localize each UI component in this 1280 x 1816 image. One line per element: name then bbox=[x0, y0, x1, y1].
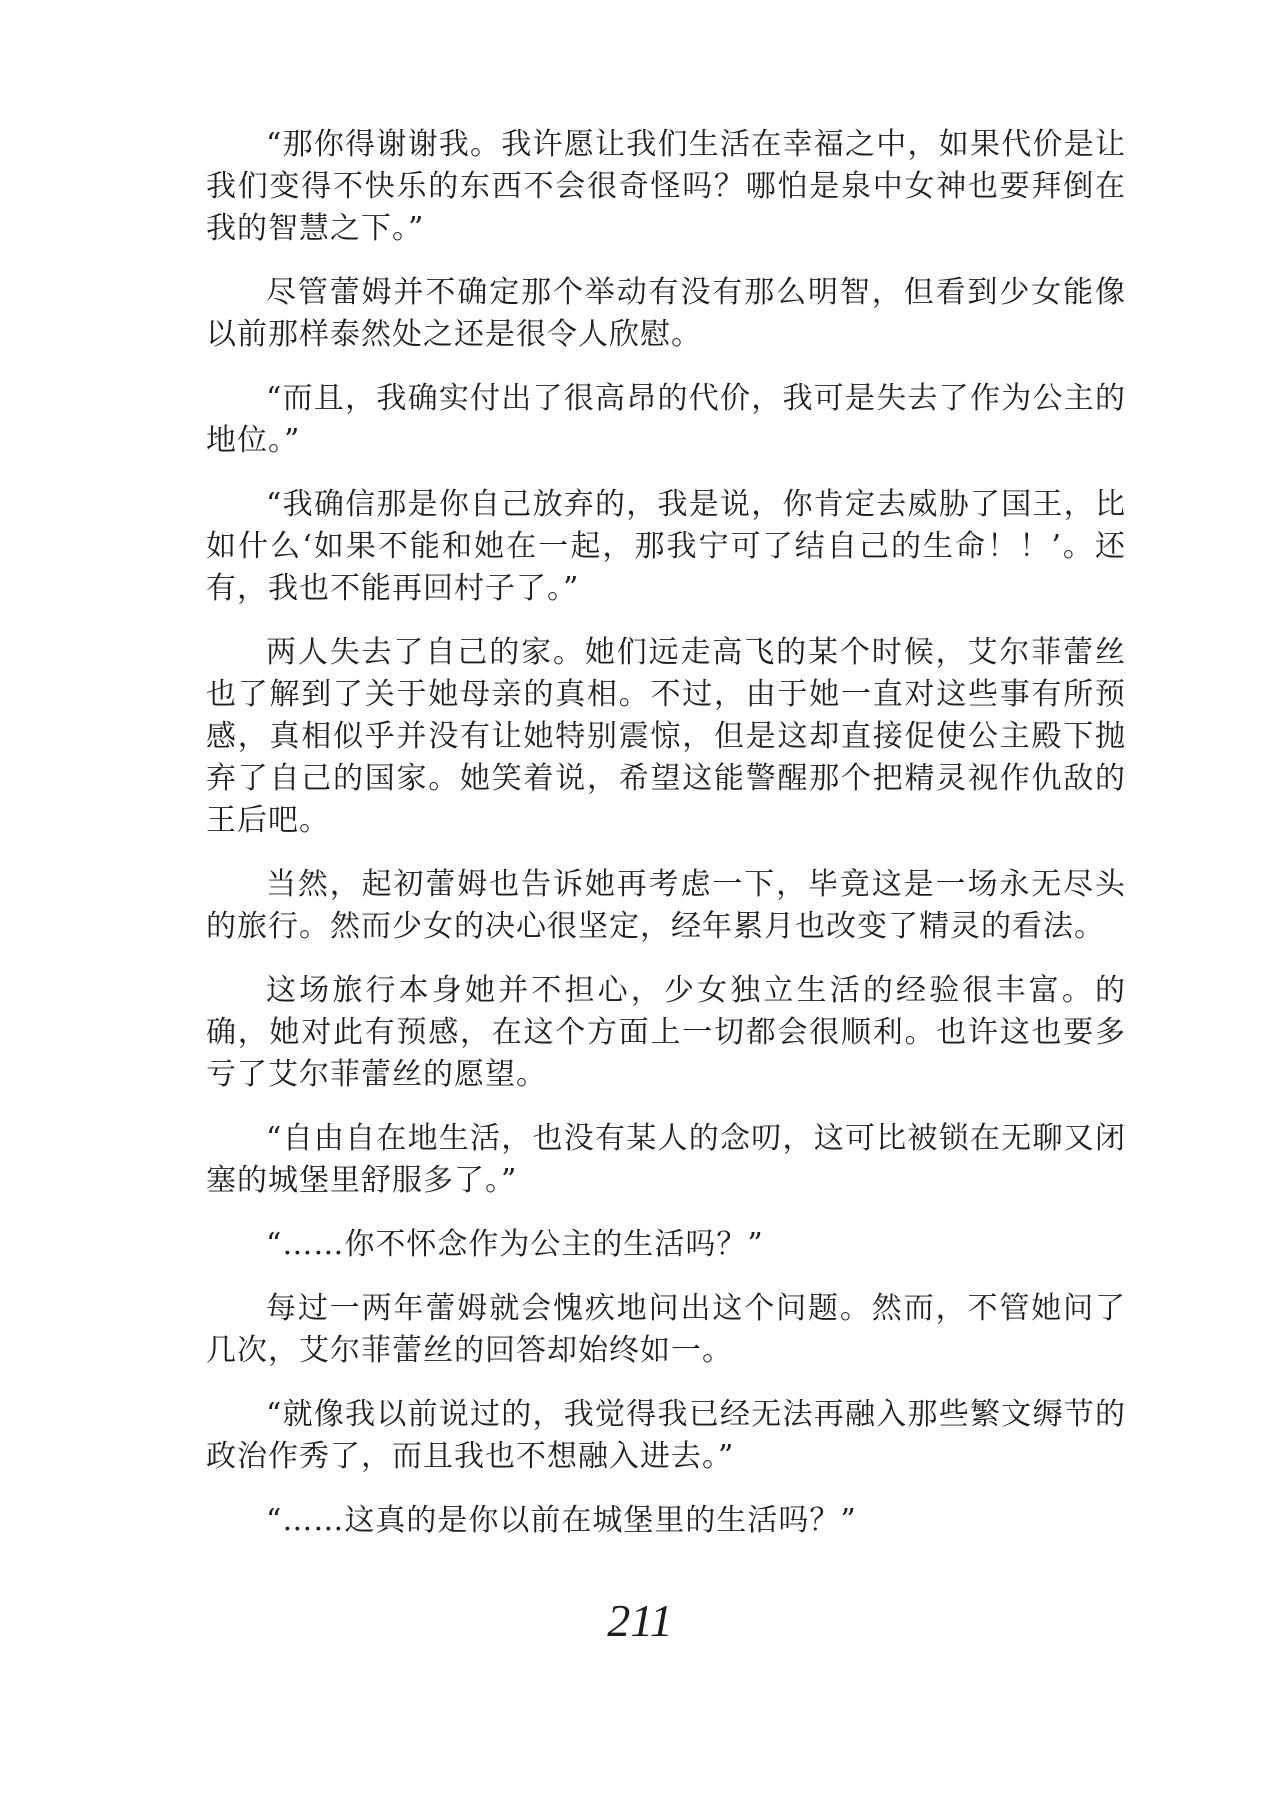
paragraph-8: “自由自在地生活，也没有某人的念叨，这可比被锁在无聊又闭塞的城堡里舒服多了。” bbox=[206, 1121, 1126, 1198]
paragraph-5: 两人失去了自己的家。她们远走高飞的某个时候，艾尔菲蕾丝也了解到了关于她母亲的真相。不过，由于她一直对这些事有所预感，真相似乎并没有让她特别震惊，但是这却直接促使公主殿下抛弃了自己的国家。她笑着说，希望这能警醒那个把精灵视作仇敌的王后吧。 bbox=[206, 635, 1126, 838]
paragraph-2: 尽管蕾姆并不确定那个举动有没有那么明智，但看到少女能像以前那样泰然处之还是很令人欣慰。 bbox=[206, 275, 1126, 352]
paragraph-7: 这场旅行本身她并不担心，少女独立生活的经验很丰富。的确，她对此有预感，在这个方面上一切都会很顺利。也许这也要多亏了艾尔菲蕾丝的愿望。 bbox=[206, 973, 1126, 1092]
paragraph-12: “……这真的是你以前在城堡里的生活吗？” bbox=[266, 1503, 857, 1538]
page-number: 211 bbox=[607, 1595, 673, 1646]
paragraph-10: 每过一两年蕾姆就会愧疚地问出这个问题。然而，不管她问了几次，艾尔菲蕾丝的回答却始终如一。 bbox=[206, 1291, 1126, 1368]
paragraph-4: “我确信那是你自己放弃的，我是说，你肯定去威胁了国王，比如什么‘如果不能和她在一起，那我宁可了结自己的生命！！’。还有，我也不能再回村子了。” bbox=[206, 487, 1126, 606]
body-text bbox=[206, 124, 1126, 1564]
paragraph-9: “……你不怀念作为公主的生活吗？” bbox=[266, 1227, 764, 1262]
paragraph-6: 当然，起初蕾姆也告诉她再考虑一下，毕竟这是一场永无尽头的旅行。然而少女的决心很坚定，经年累月也改变了精灵的看法。 bbox=[206, 867, 1126, 944]
paragraph-3: “而且，我确实付出了很高昂的代价，我可是失去了作为公主的地位。” bbox=[206, 381, 1126, 458]
paragraph-11: “就像我以前说过的，我觉得我已经无法再融入那些繁文缛节的政治作秀了，而且我也不想融入进去。” bbox=[206, 1397, 1126, 1474]
paragraph-1: “那你得谢谢我。我许愿让我们生活在幸福之中，如果代价是让我们变得不快乐的东西不会很奇怪吗？哪怕是泉中女神也要拜倒在我的智慧之下。” bbox=[206, 127, 1126, 246]
